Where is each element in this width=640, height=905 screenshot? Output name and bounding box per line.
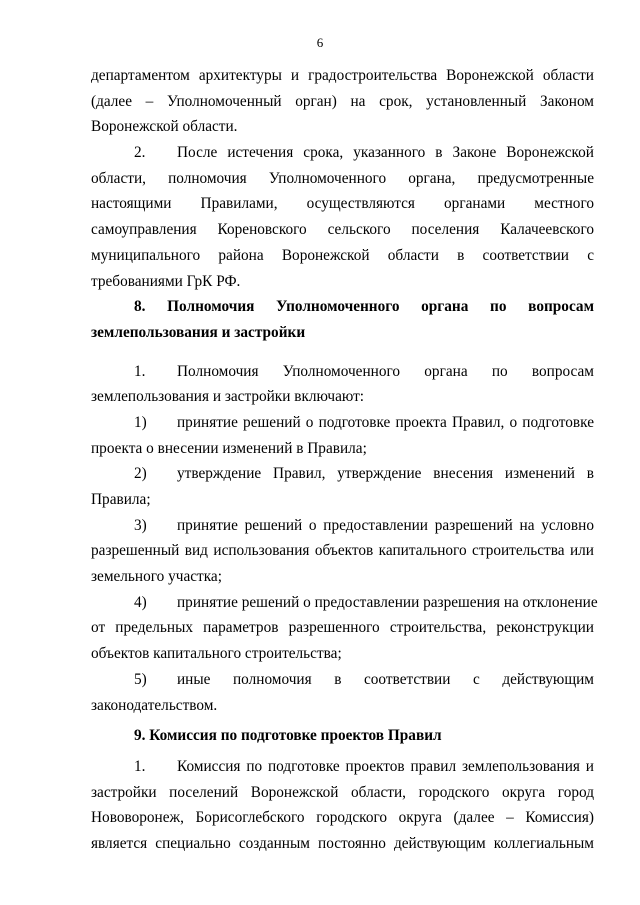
paragraph-text: После истечения срока, указанного в Законе Воронежской bbox=[177, 144, 594, 162]
paragraph-2-first-line bbox=[91, 140, 594, 166]
list-item-number: 5) bbox=[134, 670, 147, 688]
list-item-number: 1) bbox=[134, 413, 147, 431]
text-line: настоящими Правилами, осуществляются органами местного bbox=[91, 195, 594, 213]
text-line: объектов капитального строительства; bbox=[91, 645, 342, 663]
section-9-paragraph-1 bbox=[91, 754, 594, 780]
text-line: (далее – Уполномоченный орган) на срок, установленный Законом bbox=[91, 92, 594, 110]
paragraph-number: 2. bbox=[134, 144, 146, 162]
section-8-heading: 8. Полномочия Уполномоченного органа по вопросам bbox=[134, 298, 594, 316]
list-item-number: 4) bbox=[134, 593, 147, 611]
text-line: является специально созданным постоянно действующим коллегиальным bbox=[91, 834, 594, 852]
paragraph-text: Полномочия Уполномоченного органа по вопросам bbox=[177, 362, 594, 380]
list-item-text: принятие решений о подготовке проекта Правил, о подготовке bbox=[177, 413, 594, 431]
list-item-text: иные полномочия в соответствии с действующим bbox=[177, 670, 594, 688]
list-item-3 bbox=[91, 513, 594, 539]
list-item-text: утверждение Правил, утверждение внесения изменений в bbox=[177, 465, 594, 483]
text-line: требованиями ГрК РФ. bbox=[91, 272, 241, 290]
text-line: департаментом архитектуры и градостроительства Воронежской области bbox=[91, 67, 594, 84]
text-line: Воронежской области. bbox=[91, 118, 238, 136]
paragraph-number: 1. bbox=[134, 362, 146, 380]
section-9-heading: 9. Комиссия по подготовке проектов Правил bbox=[134, 727, 442, 745]
list-item-number: 3) bbox=[134, 516, 147, 534]
section-8-paragraph-1 bbox=[91, 359, 594, 385]
text-line: земельного участка; bbox=[91, 568, 222, 586]
section-8-heading-cont: землепользования и застройки bbox=[91, 323, 306, 341]
text-line: разрешенный вид использования объектов капитального строительства или bbox=[91, 542, 594, 560]
text-line: землепользования и застройки включают: bbox=[91, 388, 365, 406]
text-line: проекта о внесении изменений в Правила; bbox=[91, 439, 367, 457]
text-line: самоуправления Кореновского сельского поселения Калачеевского bbox=[91, 221, 594, 239]
text-line: застройки поселений Воронежской области, городского округа город bbox=[91, 783, 594, 801]
spacer bbox=[91, 346, 594, 359]
text-line: муниципального района Воронежской области в соответствии с bbox=[91, 246, 594, 264]
list-item-text: принятие решений о предоставлении разрешений на условно bbox=[177, 516, 594, 534]
list-item-text: принятие решений о предоставлении разрешения на отклонение bbox=[177, 593, 598, 611]
text-line: Нововоронеж, Борисоглебского городского округа (далее – Комиссия) bbox=[91, 809, 594, 827]
text-line: законодательством. bbox=[91, 696, 218, 714]
list-item-4 bbox=[91, 590, 598, 616]
paragraph-number: 1. bbox=[134, 757, 146, 775]
list-item-1 bbox=[91, 410, 594, 436]
text-line: области, полномочия Уполномоченного органа, предусмотренные bbox=[91, 169, 594, 187]
document-body bbox=[91, 63, 598, 857]
text-line: Правила; bbox=[91, 491, 151, 508]
page-number: 6 bbox=[316, 35, 324, 50]
list-item-number: 2) bbox=[134, 465, 147, 483]
text-line: от предельных параметров разрешенного строительства, реконструкции bbox=[91, 619, 594, 637]
list-item-5 bbox=[91, 667, 594, 693]
list-item-2 bbox=[91, 461, 594, 487]
paragraph-text: Комиссия по подготовке проектов правил землепользования и bbox=[177, 757, 594, 775]
